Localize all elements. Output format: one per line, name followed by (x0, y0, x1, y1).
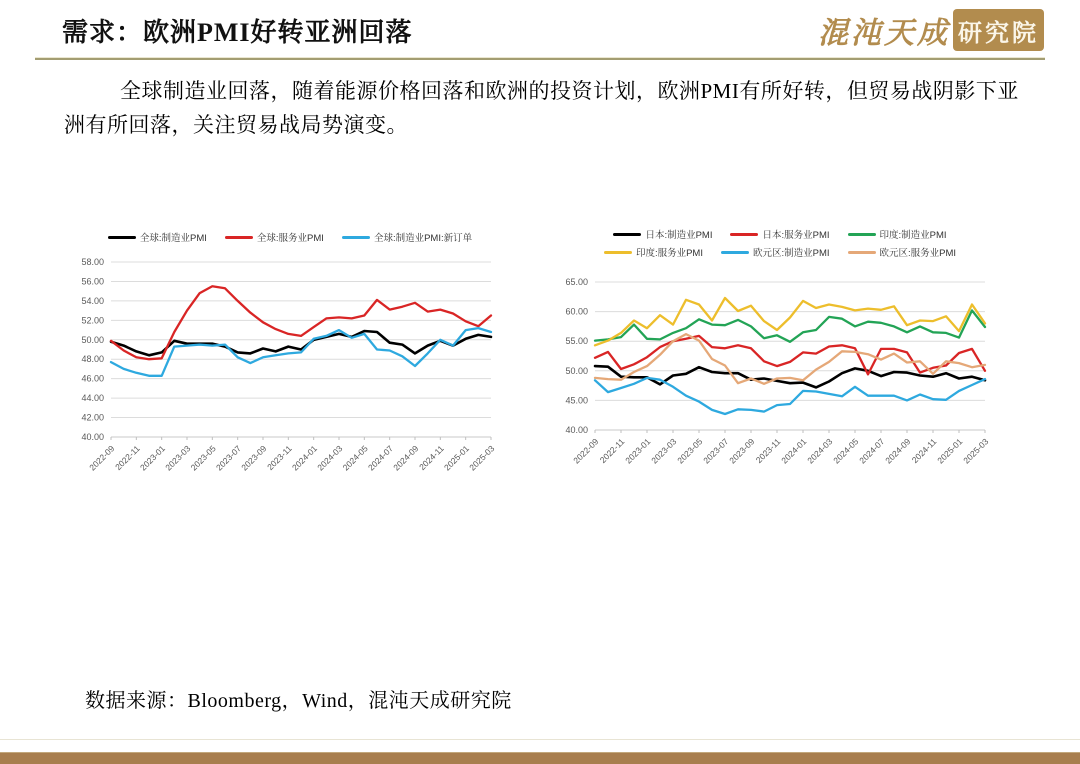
data-source: 数据来源：Bloomberg，Wind，混沌天成研究院 (85, 690, 512, 712)
page-title: 需求：欧洲PMI好转亚洲回落 (62, 18, 413, 47)
svg-text:50.00: 50.00 (565, 365, 588, 376)
svg-text:2024-09: 2024-09 (883, 436, 913, 466)
svg-text:2025-01: 2025-01 (935, 436, 965, 466)
svg-text:2024-01: 2024-01 (289, 443, 320, 473)
svg-text:2024-01: 2024-01 (779, 436, 809, 466)
svg-text:42.00: 42.00 (81, 412, 104, 423)
svg-text:40.00: 40.00 (565, 425, 588, 435)
logo-seal: 研究院 (953, 9, 1044, 51)
legend-label: 日本:制造业PMI (645, 230, 713, 241)
svg-text:2023-03: 2023-03 (163, 443, 193, 473)
svg-text:2024-03: 2024-03 (315, 443, 345, 473)
svg-text:2023-03: 2023-03 (649, 436, 679, 466)
svg-text:2022-09: 2022-09 (571, 436, 601, 466)
svg-text:65.00: 65.00 (565, 277, 588, 287)
global-pmi-chart (75, 224, 505, 494)
svg-text:2024-05: 2024-05 (831, 436, 861, 466)
svg-text:2025-03: 2025-03 (467, 443, 497, 473)
svg-text:2024-09: 2024-09 (391, 443, 421, 473)
legend-label: 印度:服务业PMI (635, 248, 703, 259)
header-divider (35, 57, 1045, 60)
svg-text:50.00: 50.00 (81, 334, 104, 345)
body-paragraph: 全球制造业回落，随着能源价格回落和欧洲的投资计划，欧洲PMI有所好转，但贸易战阴影下亚洲有所回落，关注贸易战局势演变。 (64, 79, 1019, 137)
legend-label: 欧元区:服务业PMI (879, 248, 957, 259)
svg-text:44.00: 44.00 (81, 393, 104, 404)
svg-text:2022-11: 2022-11 (597, 436, 627, 466)
svg-text:46.00: 46.00 (81, 373, 104, 384)
svg-text:40.00: 40.00 (81, 432, 104, 442)
svg-text:2022-09: 2022-09 (87, 443, 117, 473)
svg-text:58.00: 58.00 (81, 257, 104, 267)
company-logo (818, 8, 1044, 52)
svg-text:2023-09: 2023-09 (727, 436, 757, 466)
svg-text:55.00: 55.00 (565, 336, 588, 347)
logo-text: 混沌天成 (818, 17, 950, 50)
legend-label: 全球:制造业PMI (139, 233, 207, 244)
svg-text:2024-11: 2024-11 (909, 436, 939, 466)
global-pmi-svg (75, 224, 505, 494)
svg-text:2023-01: 2023-01 (623, 436, 653, 466)
svg-text:2023-09: 2023-09 (239, 443, 269, 473)
svg-text:52.00: 52.00 (81, 315, 104, 326)
svg-text:2023-11: 2023-11 (265, 443, 294, 473)
svg-text:2025-03: 2025-03 (961, 436, 991, 466)
svg-text:2023-11: 2023-11 (753, 436, 783, 466)
svg-text:45.00: 45.00 (565, 395, 588, 406)
regional-pmi-svg (565, 224, 995, 494)
svg-text:2024-03: 2024-03 (805, 436, 835, 466)
legend-label: 印度:制造业PMI (879, 230, 947, 241)
svg-text:2024-07: 2024-07 (365, 443, 396, 473)
svg-text:2023-05: 2023-05 (188, 443, 218, 473)
svg-text:2024-05: 2024-05 (340, 443, 370, 473)
series-line (595, 310, 985, 341)
legend-label: 全球:服务业PMI (256, 233, 324, 244)
svg-text:48.00: 48.00 (81, 354, 104, 365)
svg-text:2023-05: 2023-05 (675, 436, 705, 466)
svg-text:60.00: 60.00 (565, 306, 588, 317)
footer-bar (0, 752, 1080, 764)
regional-pmi-chart (565, 224, 995, 494)
legend-label: 日本:服务业PMI (762, 230, 830, 241)
svg-text:2023-01: 2023-01 (137, 443, 168, 473)
svg-text:2023-07: 2023-07 (701, 436, 731, 466)
svg-text:2025-01: 2025-01 (441, 443, 472, 473)
svg-text:54.00: 54.00 (81, 295, 104, 306)
svg-text:2024-07: 2024-07 (857, 436, 887, 466)
svg-text:2022-11: 2022-11 (113, 443, 142, 473)
svg-text:2023-07: 2023-07 (213, 443, 244, 473)
svg-text:2024-11: 2024-11 (417, 443, 446, 473)
svg-text:56.00: 56.00 (81, 276, 104, 287)
footer-rule (0, 739, 1080, 740)
legend-label: 全球:制造业PMI:新订单 (373, 233, 473, 244)
legend-label: 欧元区:制造业PMI (752, 248, 830, 259)
